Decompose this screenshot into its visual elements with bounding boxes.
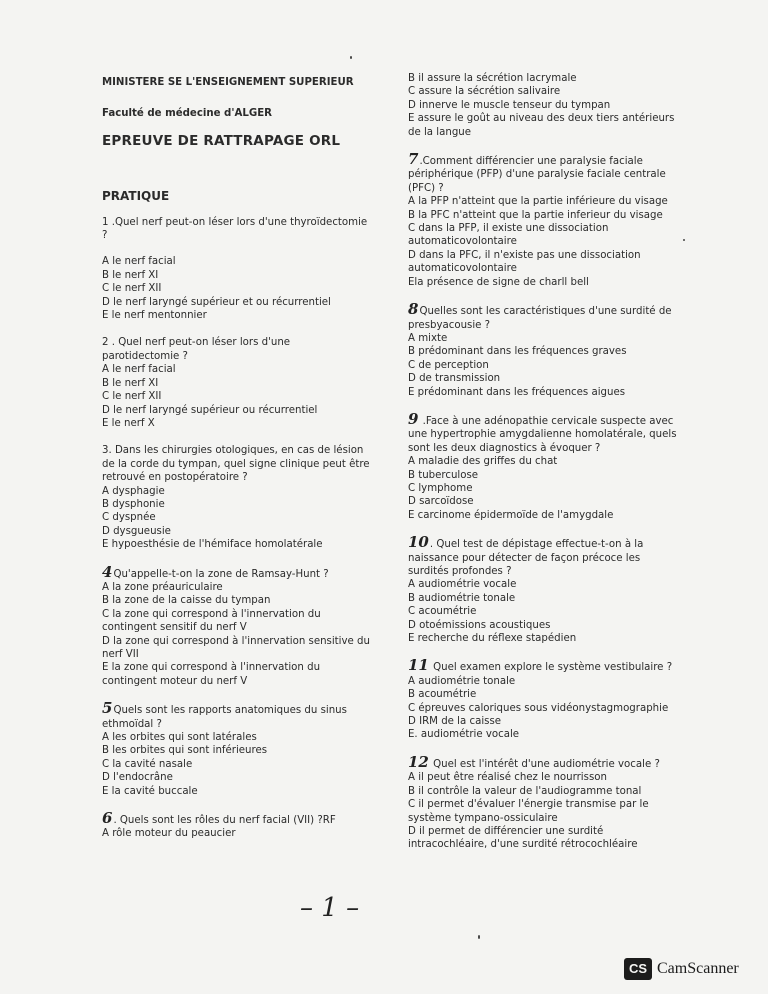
question-4-option-e: E la zone qui correspond à l'innervation du contingent moteur du nerf V: [102, 662, 321, 687]
question-7-option-d: D dans la PFC, il n'existe pas une dissociation automaticovolontaire: [408, 249, 641, 275]
question-4-text: [102, 562, 370, 581]
section-title: PRATIQUE: [102, 189, 170, 204]
scan-speck: [478, 935, 480, 939]
question-4-option-d: D la zone qui correspond à l'innervation sensitive du nerf VII: [102, 635, 370, 660]
question-10-label: . Quel test de dépistage effectue-t-on à la naissance pour détecter de façon précoce les surdités profondes ?: [408, 539, 644, 577]
right-column: [408, 72, 680, 866]
question-6-continued: [408, 72, 680, 139]
question-12-option-b: B il contrôle la valeur de l'audiogramme tonal: [408, 785, 642, 797]
question-6-number: 6: [102, 809, 113, 828]
question-9-option-b: B tuberculose: [408, 469, 479, 481]
question-12-option-d: D il permet de différencier une surdité intracochléaire, d'une surdité rétrocochléaire: [408, 825, 638, 851]
question-2-option-a: A le nerf facial: [102, 364, 176, 376]
question-12-text: [408, 752, 680, 771]
question-12-option-c: C il permet d'évaluer l'énergie transmise par le système tympano-ossiculaire: [408, 799, 649, 824]
question-7-option-a: A la PFP n'atteint que la partie inférieure du visage: [408, 196, 668, 208]
question-12: [408, 752, 680, 852]
question-10-option-c: C acoumétrie: [408, 606, 477, 618]
question-10-option-b: B audiométrie tonale: [408, 592, 516, 604]
question-2-text: 2 . Quel nerf peut-on léser lors d'une parotidectomie ?: [102, 337, 291, 362]
question-8-label: Quelles sont les caractéristiques d'une surdité de presbyacousie ?: [408, 306, 672, 331]
question-11-text: [408, 656, 680, 675]
question-4-option-c: C la zone qui correspond à l'innervation du contingent sensitif du nerf V: [102, 608, 321, 634]
question-9-label: .Face à une adénopathie cervicale suspecte avec une hypertrophie amygdalienne homolatérale, quels sont les deux diagnostics à évoquer ?: [408, 415, 677, 454]
question-1-option-c: C le nerf XII: [102, 283, 162, 295]
question-7-text: [408, 150, 680, 195]
page-number: – 1 –: [300, 893, 360, 923]
question-6-option-b: B il assure la sécrétion lacrymale: [408, 73, 577, 84]
question-5-text: [102, 699, 370, 731]
question-5-number: 5: [102, 699, 113, 718]
question-6-option-c: C assure la sécrétion salivaire: [408, 86, 561, 98]
question-9-option-e: E carcinome épidermoïde de l'amygdale: [408, 509, 614, 521]
question-5-option-b: B les orbites qui sont inférieures: [102, 745, 268, 757]
question-7-option-e: Ela présence de signe de charll bell: [408, 276, 589, 288]
question-3-option-d: D dysgueusie: [102, 525, 171, 537]
question-9-option-a: A maladie des griffes du chat: [408, 456, 558, 468]
question-1-option-b: B le nerf XI: [102, 269, 159, 281]
exam-title: EPREUVE DE RATTRAPAGE ORL: [102, 132, 341, 149]
question-12-label: Quel est l'intérêt d'une audiométrie vocale ?: [429, 758, 660, 770]
question-8-number: 8: [408, 300, 419, 319]
question-4-option-a: A la zone préauriculaire: [102, 581, 223, 593]
question-10-option-a: A audiométrie vocale: [408, 579, 517, 591]
question-1-text: 1 .Quel nerf peut-on léser lors d'une thyroïdectomie ?: [102, 216, 368, 242]
question-11-option-b: B acoumétrie: [408, 689, 477, 701]
faculty-header: Faculté de médecine d'ALGER: [102, 108, 273, 120]
question-12-option-a: A il peut être réalisé chez le nourrisson: [408, 772, 607, 784]
question-6: [102, 809, 370, 841]
question-4-label: Qu'appelle-t-on la zone de Ramsay-Hunt ?: [113, 568, 329, 580]
question-11-option-a: A audiométrie tonale: [408, 675, 516, 687]
question-5-label: Quels sont les rapports anatomiques du sinus ethmoïdal ?: [102, 705, 347, 730]
question-10-number: 10: [408, 533, 429, 552]
camscanner-logo: [624, 958, 739, 980]
question-3: [102, 444, 370, 551]
question-11-number: 11: [408, 656, 429, 675]
question-11-label: Quel examen explore le système vestibulaire ?: [429, 662, 673, 674]
question-10-option-d: D otoémissions acoustiques: [408, 619, 551, 631]
question-2-option-e: E le nerf X: [102, 417, 155, 429]
question-5-option-c: C la cavité nasale: [102, 758, 193, 770]
question-9-number: 9: [408, 409, 419, 428]
question-7-option-b: B la PFC n'atteint que la partie inferieur du visage: [408, 209, 663, 221]
question-2-option-b: B le nerf XI: [102, 377, 159, 389]
question-9-option-d: D sarcoïdose: [408, 496, 474, 508]
question-10-text: [408, 533, 680, 578]
question-8-option-d: D de transmission: [408, 373, 501, 385]
question-4-number: 4: [102, 562, 113, 581]
question-4-option-b: B la zone de la caisse du tympan: [102, 595, 271, 607]
question-5-option-d: D l'endocrâne: [102, 772, 173, 784]
question-7-number: 7: [408, 150, 419, 169]
question-3-option-a: A dysphagie: [102, 485, 165, 497]
scan-speck: [683, 239, 685, 241]
ministry-header: MINISTERE SE L'ENSEIGNEMENT SUPERIEUR: [102, 77, 354, 88]
question-11-option-d: D IRM de la caisse: [408, 716, 502, 728]
question-11-option-e: E. audiométrie vocale: [408, 729, 520, 741]
left-column: [102, 72, 370, 855]
question-8-option-b: B prédominant dans les fréquences graves: [408, 346, 627, 358]
question-1: [102, 216, 370, 323]
question-9: [408, 409, 680, 522]
question-4: [102, 562, 370, 689]
question-3-option-c: C dyspnée: [102, 512, 156, 524]
question-1-option-e: E le nerf mentonnier: [102, 310, 207, 322]
question-6-option-e: E assure le goût au niveau des deux tiers antérieurs de la langue: [408, 113, 675, 138]
question-11: [408, 656, 680, 741]
question-6-option-d: D innerve le muscle tenseur du tympan: [408, 99, 611, 111]
question-11-option-c: C épreuves caloriques sous vidéonystagmographie: [408, 702, 669, 714]
question-5-option-e: E la cavité buccale: [102, 785, 198, 797]
question-8-option-a: A mixte: [408, 332, 448, 344]
question-7-label: .Comment différencier une paralysie faciale périphérique (PFP) d'une paralysie faciale centrale (PFC) ?: [408, 156, 666, 194]
question-9-text: [408, 409, 680, 455]
camscanner-brand: CamScanner: [657, 960, 739, 977]
question-6-text: [102, 809, 370, 828]
question-2: [102, 336, 370, 430]
question-3-text: 3. Dans les chirurgies otologiques, en cas de lésion de la corde du tympan, quel signe clinique peut être retrouvé en postopératoire ?: [102, 445, 370, 484]
question-3-option-e: E hypoesthésie de l'hémiface homolatérale: [102, 539, 323, 551]
question-2-option-c: C le nerf XII: [102, 391, 162, 403]
question-8-text: [408, 300, 680, 332]
question-2-option-d: D le nerf laryngé supérieur ou récurrentiel: [102, 404, 318, 416]
question-8-option-e: E prédominant dans les fréquences aigues: [408, 386, 626, 398]
scan-speck: [350, 56, 352, 59]
question-5: [102, 699, 370, 798]
question-1-option-a: A le nerf facial: [102, 256, 176, 268]
question-9-option-c: C lymphome: [408, 482, 473, 494]
question-1-option-d: D le nerf laryngé supérieur et ou récurrentiel: [102, 296, 331, 308]
question-8: [408, 300, 680, 399]
question-6-label: . Quels sont les rôles du nerf facial (VII) ?RF: [113, 815, 336, 827]
question-3-option-b: B dysphonie: [102, 498, 165, 510]
question-7-option-c: C dans la PFP, il existe une dissociation automaticovolontaire: [408, 223, 609, 248]
question-7: [408, 150, 680, 289]
question-12-number: 12: [408, 752, 429, 771]
camscanner-icon: CS: [624, 958, 652, 980]
question-6-option-a: A rôle moteur du peaucier: [102, 828, 236, 840]
question-10: [408, 533, 680, 645]
question-10-option-e: E recherche du réflexe stapédien: [408, 633, 577, 645]
question-5-option-a: A les orbites qui sont latérales: [102, 732, 257, 744]
question-8-option-c: C de perception: [408, 359, 489, 371]
